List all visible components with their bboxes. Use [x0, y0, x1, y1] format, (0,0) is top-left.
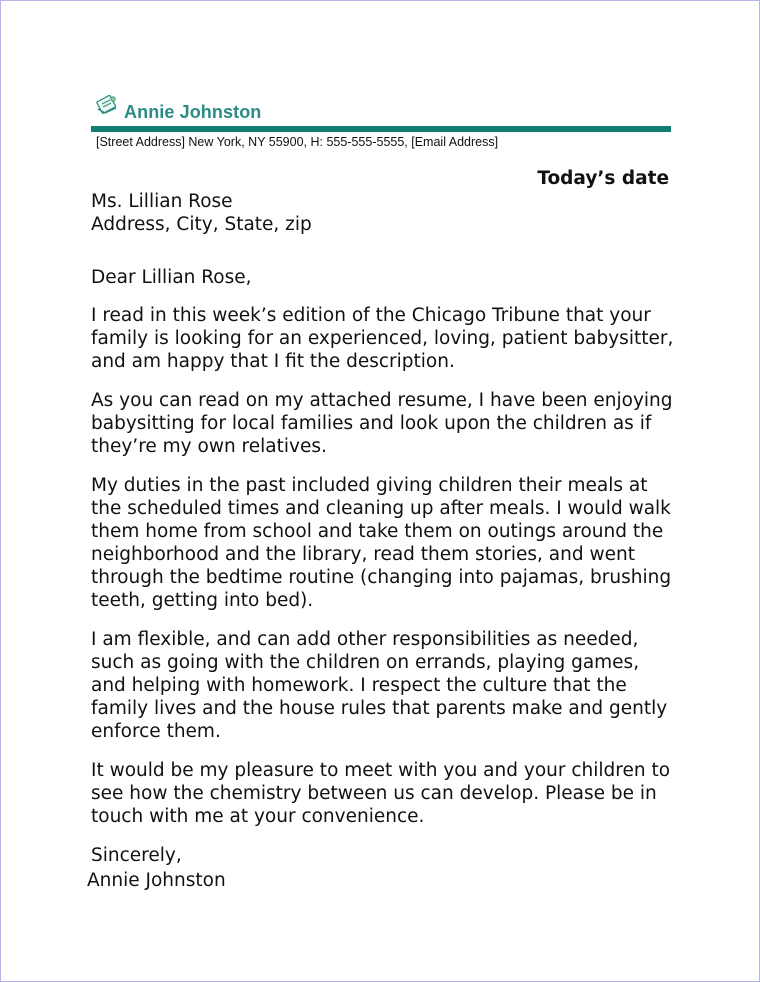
sender-name: Annie Johnston — [124, 102, 262, 122]
letterhead-name-row — [91, 95, 671, 125]
paragraph: It would be my pleasure to meet with you and your children to see how the chemistry between us can develop. Please be in touch with me at your convenience. — [91, 760, 671, 827]
paragraph: I read in this week’s edition of the Chicago Tribune that your family is looking for an experienced, loving, patient babysitter, and am happy that I fit the description. — [91, 305, 674, 372]
header-rule — [91, 126, 671, 132]
letter-date: Today’s date — [537, 168, 669, 189]
letter-body — [91, 266, 676, 883]
sender-contact-line: [Street Address] New York, NY 55900, H: 555-555-5555, [Email Address] — [96, 135, 499, 149]
paragraph: My duties in the past included giving children their meals at the scheduled times and cleaning up after meals. I would walk them home from school and take them on outings around the neighborhood and the library, read them stories, and went through the bedtime routine (changing into pajamas, brushing teeth, getting into bed). — [91, 475, 672, 611]
salutation: Dear Lillian Rose, — [91, 267, 252, 288]
letterhead — [91, 95, 671, 149]
paragraph: I am flexible, and can add other responsibilities as needed, such as going with the children on errands, playing games, and helping with homework. I respect the culture that the family lives and the house rules that parents make and gently enforce them. — [91, 629, 668, 742]
closing: Sincerely, — [91, 845, 182, 866]
recipient-address: Address, City, State, zip — [91, 214, 312, 235]
envelope-letter-icon — [95, 95, 119, 117]
recipient-block — [91, 190, 671, 236]
signature: Annie Johnston — [87, 870, 226, 891]
paragraph: As you can read on my attached resume, I have been enjoying babysitting for local families and look upon the children as if they’re my own relatives. — [91, 390, 673, 457]
recipient-name: Ms. Lillian Rose — [91, 191, 233, 212]
